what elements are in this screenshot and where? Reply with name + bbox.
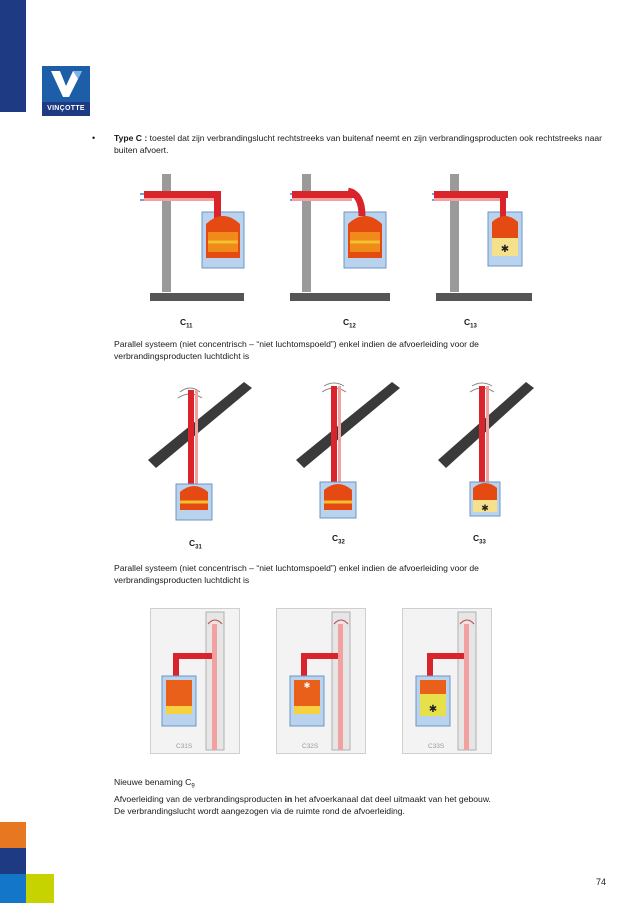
bottom-line-3: De verbrandingslucht wordt aangezogen via de ruimte rond de afvoerleiding. [114, 805, 405, 816]
diagram-c33s [402, 608, 492, 754]
intro-bullet: • [92, 133, 96, 143]
intro-paragraph [114, 132, 604, 156]
side-block-navy [0, 848, 26, 874]
vincotte-logo [42, 66, 90, 116]
bottom-line-2: Afvoerleiding van de verbrandingsproducten in het afvoerkanaal dat deel uitmaakt van het gebouw. [114, 793, 491, 804]
diagram-c31 [148, 378, 258, 526]
label-c33: $C_{33}$ [473, 533, 486, 546]
svg-text:✱: ✱ [303, 681, 311, 690]
diagram-c32s-label: C32S [302, 743, 319, 750]
label-c13: $C_{13}$ [464, 317, 477, 330]
bottom-note [114, 776, 574, 817]
diagram-c31s-label: C31S [176, 743, 193, 750]
diagram-c33 [438, 378, 538, 526]
diagram-c32 [296, 378, 406, 526]
label-c12: $C_{12}$ [343, 317, 356, 330]
intro-lead: Type C : [114, 133, 148, 143]
logo-v-icon [42, 66, 90, 102]
side-block-blue [0, 874, 26, 903]
side-block-orange [0, 822, 26, 848]
svg-text:✱: ✱ [481, 503, 489, 513]
svg-text:✱: ✱ [500, 244, 510, 255]
svg-text:✱: ✱ [428, 704, 438, 715]
parallel-note-2: Parallel systeem (niet concentrisch – “niet luchtomspoeld”) enkel indien de afvoerleiding voor de verbrandingsproducten luchtdicht is [114, 563, 479, 585]
diagram-c31s [150, 608, 240, 754]
diagram-c33s-label: C33S [428, 743, 445, 750]
diagram-c11 [140, 172, 250, 304]
page-number: 74 [596, 877, 607, 887]
intro-text: toestel dat zijn verbrandingslucht rechtstreeks van buitenaf neemt en zijn verbrandingsproducten ook rechtstreeks naar buiten afvoert. [114, 133, 603, 155]
diagram-c32s [276, 608, 366, 754]
label-c31: $C_{31}$ [189, 538, 202, 551]
side-bar-top [0, 0, 26, 112]
side-block-lime [26, 874, 54, 903]
parallel-note-1: Parallel systeem (niet concentrisch – “niet luchtomspoeld”) enkel indien de afvoerleiding voor de verbrandingsproducten luchtdicht is [114, 339, 479, 361]
diagram-c13 [432, 172, 536, 304]
label-c32: $C_{32}$ [332, 533, 345, 546]
label-c11: $C_{11}$ [180, 317, 193, 330]
logo-brand-name: VINÇOTTE [42, 102, 90, 116]
diagram-c12 [290, 172, 400, 304]
bottom-line-1: Nieuwe benaming $C_9$ [114, 777, 195, 790]
